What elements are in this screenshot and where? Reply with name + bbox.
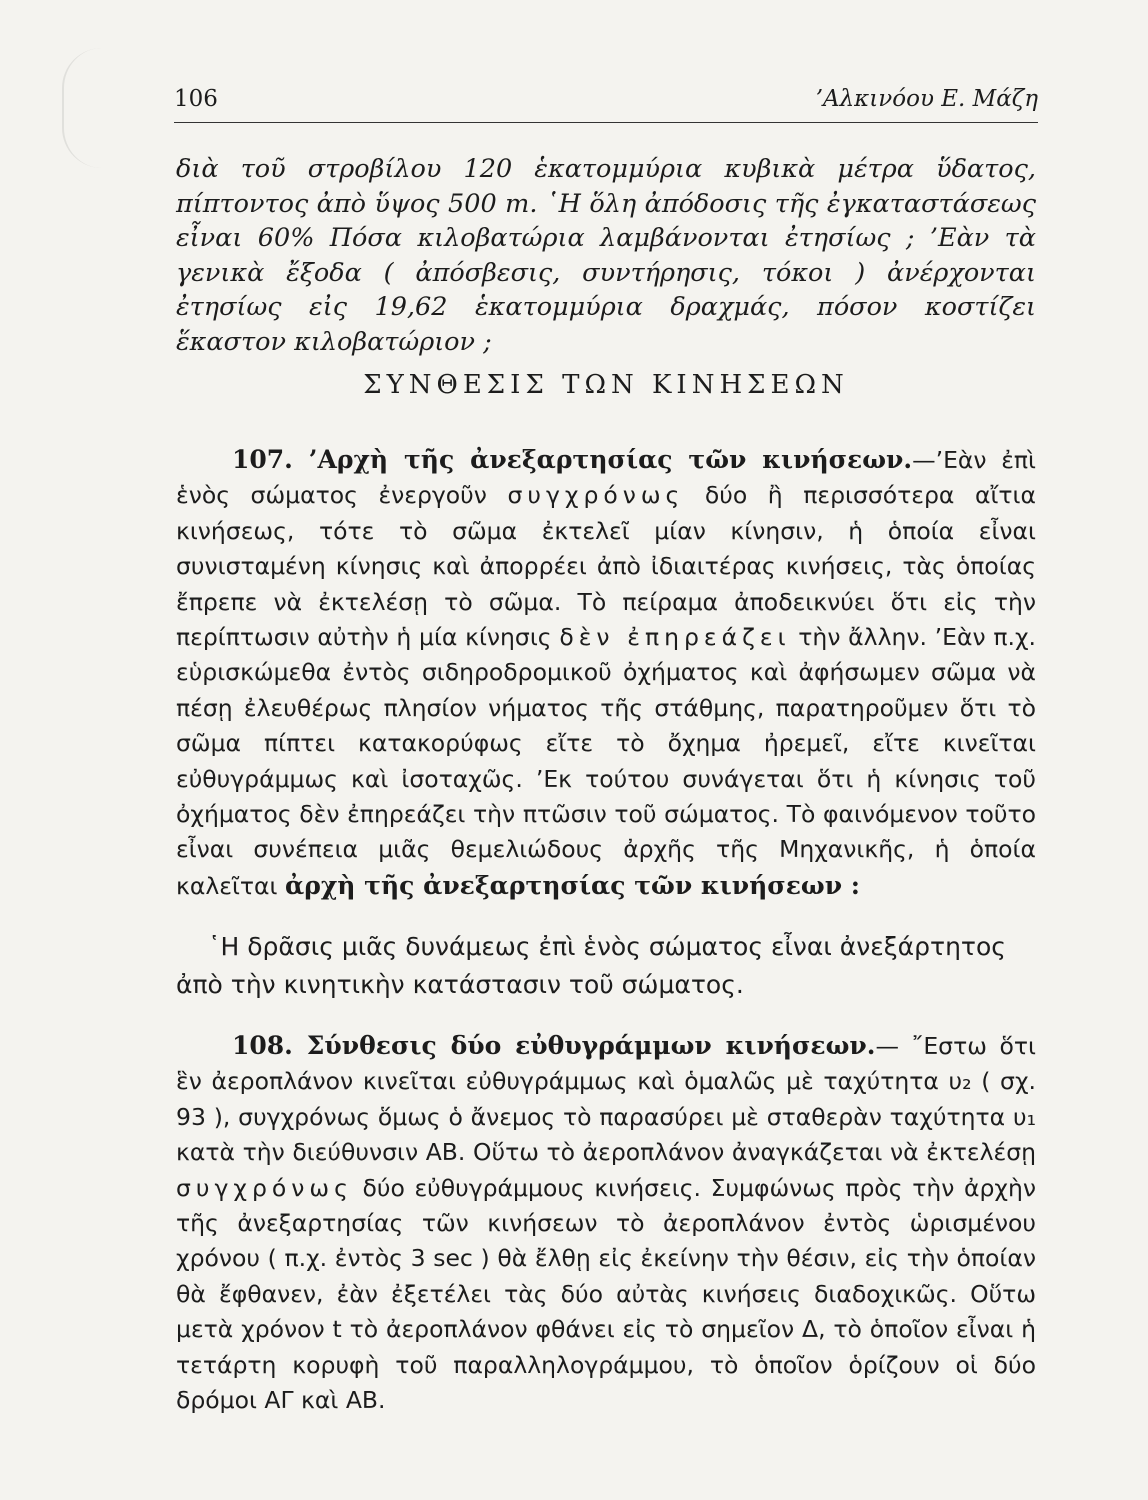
section-108-text-2: δύο εὐθυγράμμους κινήσεις. Συμφώνως πρὸς τὴν ἀρχὴν τῆς ἀνεξαρτησίας τῶν κινήσεων τὸ ἀεροπλάνον ἐντὸς ὡρισμένου χρόνου ( π.χ. ἐντὸς 3 sec ) θὰ ἔλθῃ εἰς ἐκείνην τὴν θέσιν, εἰς τὴν ὁποίαν θὰ ἔφθανεν, ἐὰν ἐξετέλει τὰς δύο αὐτὰς κινήσεις διαδοχικῶς. Οὕτω μετὰ χρόνον t τὸ ἀεροπλάνον φθάνει εἰς τὸ σημεῖον Δ, τὸ ὁποῖον εἶναι ἡ τετάρτη κορυφὴ τοῦ παραλληλογράμμου, τὸ ὁποῖον ὁρίζουν οἱ δύο δρόμοι ΑΓ καὶ ΑΒ. bbox=[176, 1173, 1036, 1415]
principle-text: ῾Η δρᾶσις μιᾶς δυνάμεως ἐπὶ ἑνὸς σώματος εἶναι ἀνεξάρτητος ἀπὸ τὴν κινητικὴν κατάστασιν τοῦ σώματος. bbox=[176, 932, 1006, 999]
section-107-spaced-1: συγχρόνως bbox=[507, 481, 685, 510]
problem-continuation bbox=[176, 152, 1036, 360]
section-108 bbox=[176, 1028, 1036, 1418]
header-divider bbox=[174, 122, 1038, 123]
section-107-text-3: τὴν ἄλλην. ’Εὰν π.χ. εὑρισκώμεθα ἐντὸς σιδηροδρομικοῦ ὀχήματος καὶ ἀφήσωμεν σῶμα νὰ πέσῃ ἐλευθέρως πλησίον νήματος τῆς στάθμης, παρατηροῦμεν ὅτι τὸ σῶμα πίπτει κατακορύφως εἴτε τὸ ὄχημα ἠρεμεῖ, εἴτε κινεῖται εὐθυγράμμως καὶ ἰσοταχῶς. ’Εκ τούτου συνάγεται ὅτι ἡ κίνησις τοῦ ὀχήματος δὲν ἐπηρεάζει τὴν πτῶσιν τοῦ σώματος. Τὸ φαινόμενον τοῦτο εἶναι συνέπεια μιᾶς θεμελιώδους ἀρχῆς τῆς Μηχανικῆς, ἡ ὁποία καλεῖται bbox=[176, 623, 1037, 900]
section-heading: ΣΥΝΘΕΣΙΣ ΤΩΝ ΚΙΝΗΣΕΩΝ bbox=[363, 370, 849, 400]
principle-statement bbox=[176, 928, 1036, 1004]
running-title: ’Αλκινόου Ε. Μάζη bbox=[815, 86, 1038, 112]
section-107 bbox=[176, 442, 1036, 904]
section-108-paragraph bbox=[176, 1028, 1036, 1418]
section-107-title: 107. ’Αρχὴ τῆς ἀνεξαρτησίας τῶν κινήσεων. bbox=[232, 445, 913, 474]
margin-pencil-mark bbox=[62, 48, 124, 168]
page-number: 106 bbox=[174, 86, 218, 112]
section-108-text-1: — ῎Εστω ὅτι ἓν ἀεροπλάνον κινεῖται εὐθυγράμμως καὶ ὁμαλῶς μὲ ταχύτητα υ₂ ( σχ. 93 ), συγχρόνως ὅμως ὁ ἄνεμος τὸ παρασύρει μὲ σταθερὰν ταχύτητα υ₁ κατὰ τὴν διεύθυνσιν ΑΒ. Οὕτω τὸ ἀεροπλάνον ἀναγκάζεται νὰ ἐκτελέσῃ bbox=[176, 1032, 1036, 1167]
page-header bbox=[174, 80, 1038, 120]
section-107-text-2: δύο ἢ περισσότερα αἴτια κινήσεως, τότε τὸ σῶμα ἐκτελεῖ μίαν κίνησιν, ἡ ὁποία εἶναι συνισταμένη κίνησις καὶ ἀπορρέει ἀπὸ ἰδιαιτέρας κινήσεις, τὰς ὁποίας ἔπρεπε νὰ ἐκτελέσῃ τὸ σῶμα. Τὸ πείραμα ἀποδεικνύει ὅτι εἰς τὴν περίπτωσιν αὐτὴν ἡ μία κίνησις bbox=[176, 481, 1036, 652]
section-108-title: 108. Σύνθεσις δύο εὐθυγράμμων κινήσεων. bbox=[232, 1031, 876, 1060]
section-107-spaced-2: δὲν ἐπηρεάζει bbox=[559, 623, 791, 652]
section-107-paragraph bbox=[176, 442, 1036, 904]
problem-paragraph: διὰ τοῦ στροβίλου 120 ἑκατομμύρια κυβικὰ μέτρα ὕδατος, πίπτοντος ἀπὸ ὕψος 500 m. ῾Η ὅλη ἀπόδοσις τῆς ἐγκαταστάσεως εἶναι 60% Πόσα κιλοβατώρια λαμβάνονται ἐτησίως ; ’Εὰν τὰ γενικὰ ἔξοδα ( ἀπόσβεσις, συντήρησις, τόκοι ) ἀνέρχονται ἐτησίως εἰς 19,62 ἑκατομμύρια δραχμάς, πόσον κοστίζει ἕκαστον κιλοβατώριον ; bbox=[176, 154, 1036, 357]
section-107-text-1: —’Εὰν ἐπὶ ἑνὸς σώματος ἐνεργοῦν bbox=[176, 446, 1036, 510]
section-107-principle-name: ἀρχὴ τῆς ἀνεξαρτησίας τῶν κινήσεων : bbox=[284, 870, 860, 900]
section-108-spaced-1: συγχρόνως bbox=[176, 1173, 353, 1202]
